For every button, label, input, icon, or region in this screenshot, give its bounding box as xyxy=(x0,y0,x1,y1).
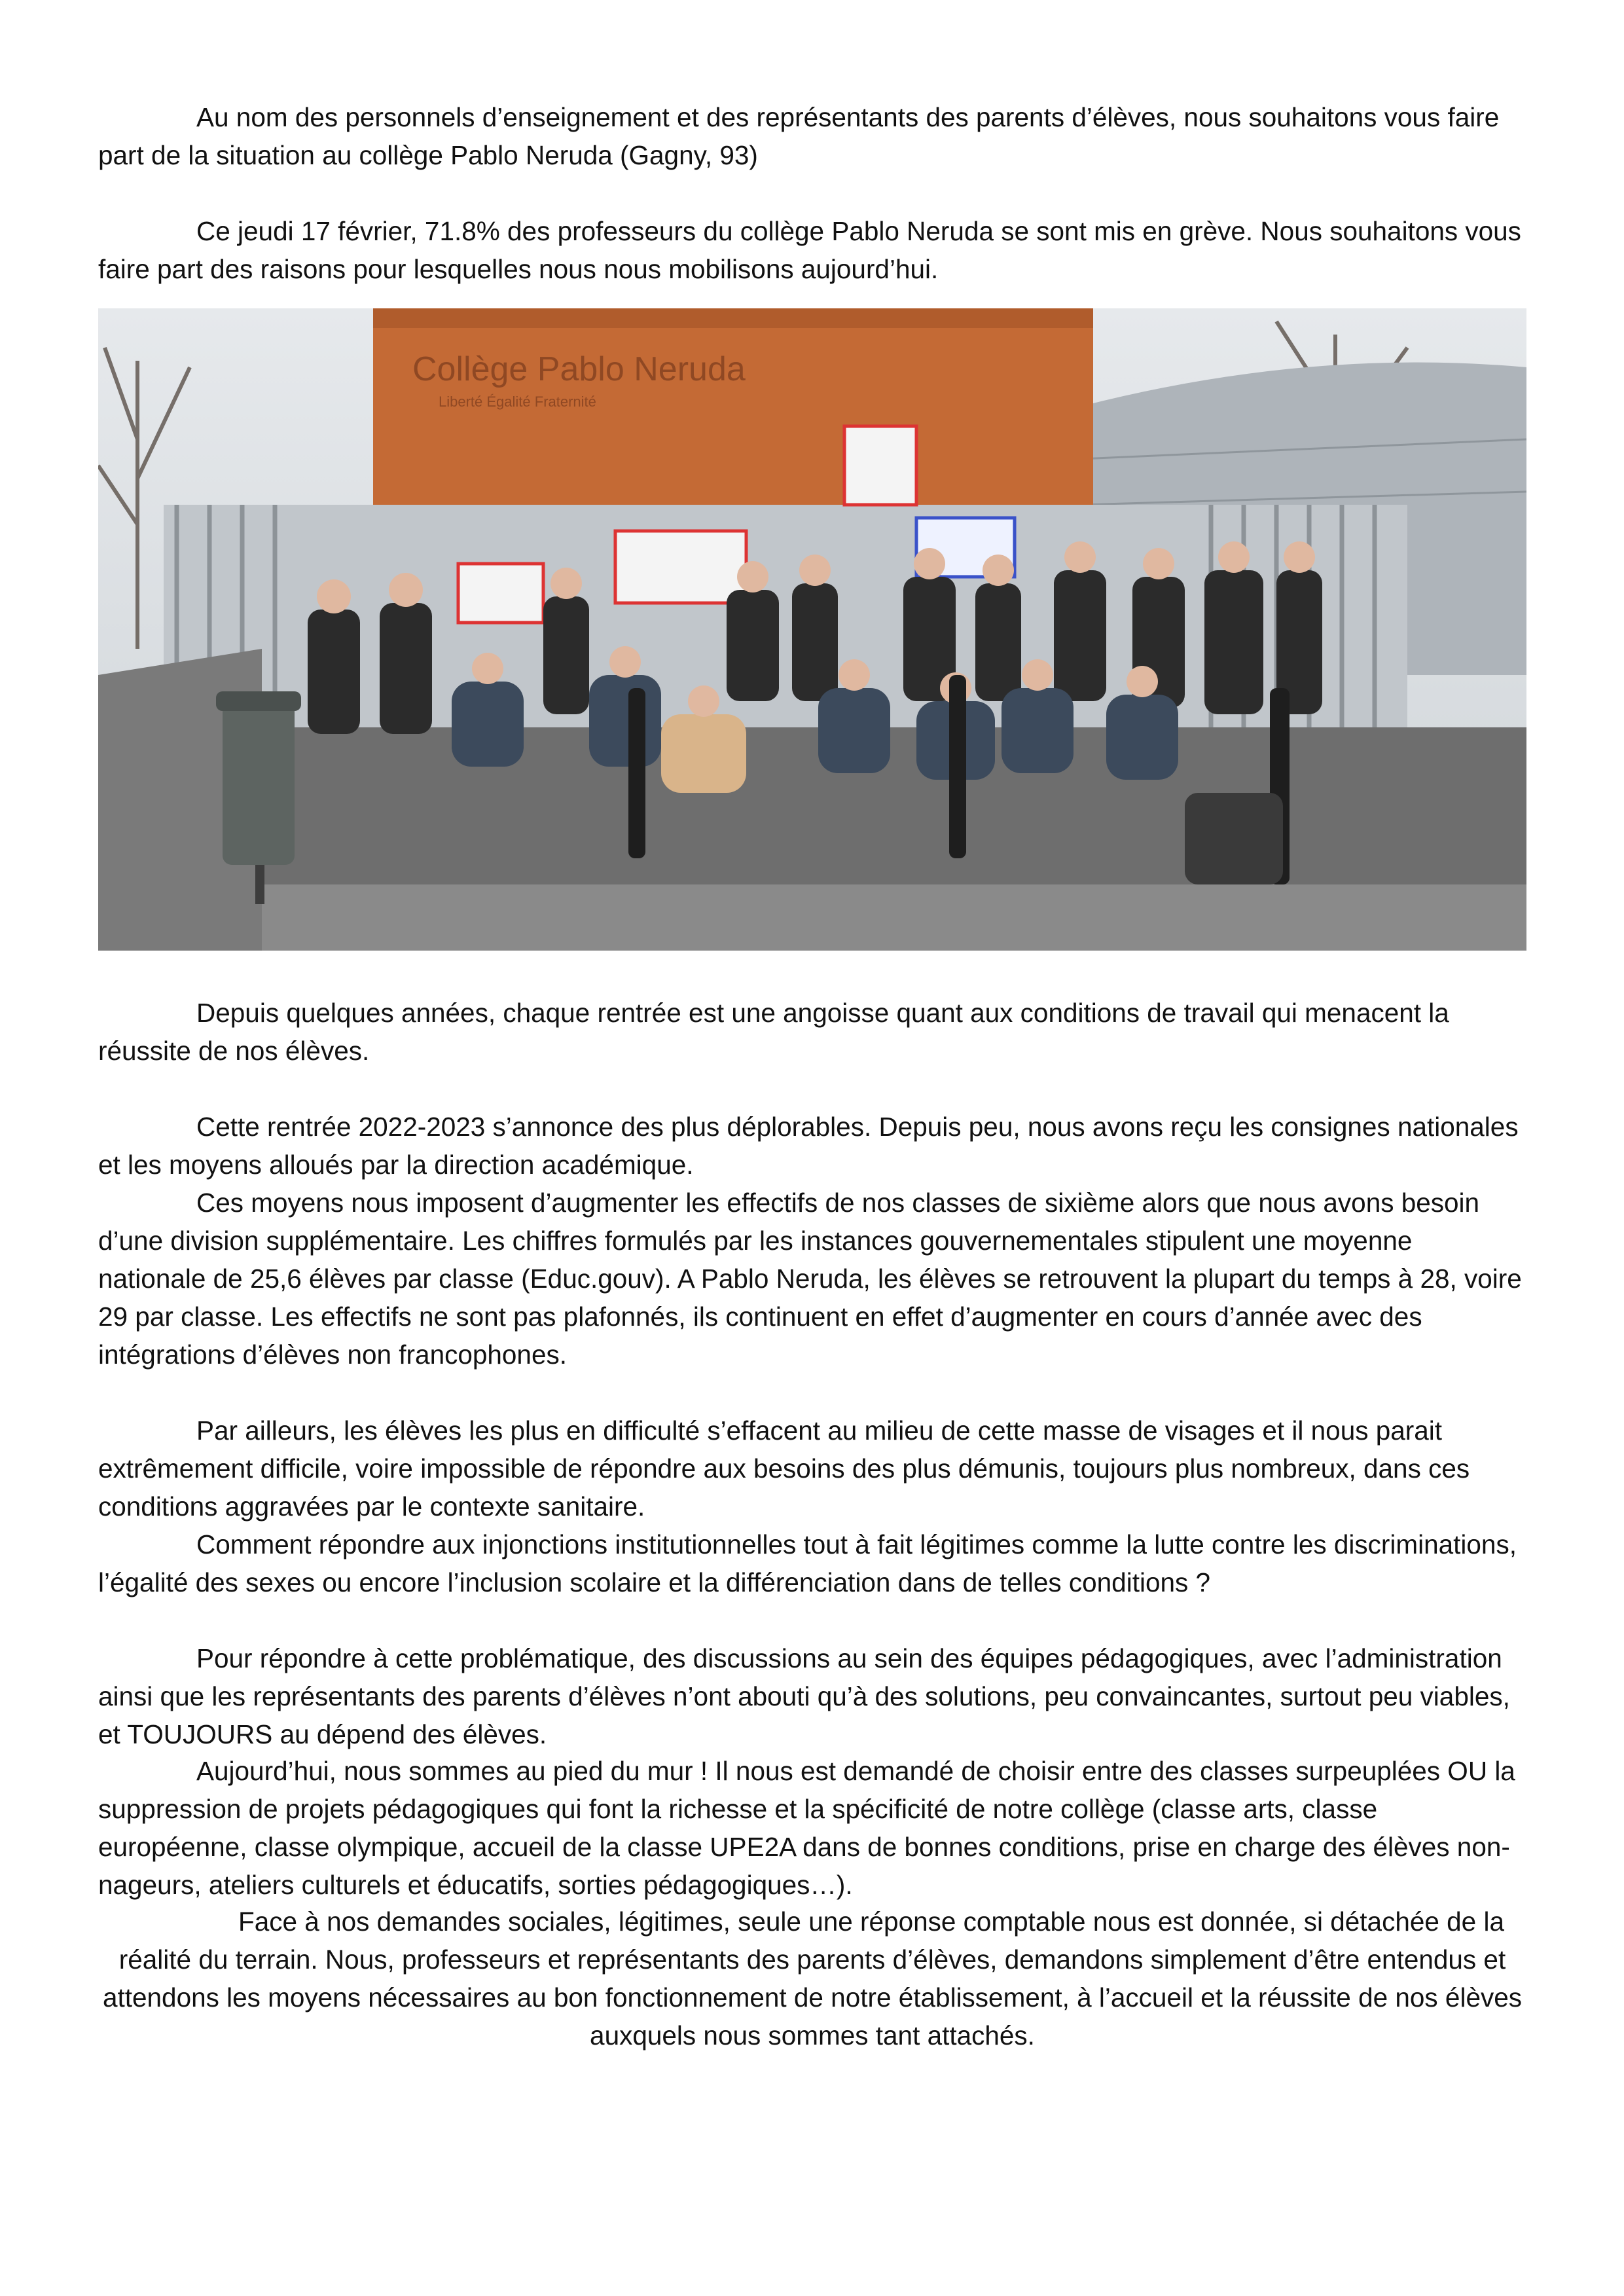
paragraph-discussions: Pour répondre à cette problématique, des discussions au sein des équipes pédagogiques, avec l’administration ainsi que les représentants des parents d’élèves n’ont abouti qu’à des solutions, peu convaincantes, surtout peu viables, et TOUJOURS au dépend des élèves. xyxy=(98,1643,1510,1749)
protest-group-photo xyxy=(98,308,1526,951)
college-building xyxy=(373,308,1093,524)
paragraph-conclusion: Face à nos demandes sociales, légitimes, seule une réponse comptable nous est donnée, si détachée de la réalité du terrain. Nous, professeurs et représentants des parents d’élèves, demandons simplement d’être entendus et attendons les moyens nécessaires au bon fonctionnement de notre établissement, à l’accueil et la réussite de nos élèves auxquels nous sommes tant attachés. xyxy=(102,1906,1523,2050)
paragraph-moyens: Ces moyens nous imposent d’augmenter les effectifs de nos classes de sixième alors que nous avons besoin d’une division supplémentaire. Les chiffres formulés par les instances gouvernementales stipulent une moyenne nationale de 25,6 élèves par classe (Educ.gouv). A Pablo Neruda, les élèves se retrouvent la plupart du temps à 28, voire 29 par classe. Les effectifs ne sont pas plafonnés, ils continuent en effet d’augmenter en cours d’année avec des intégrations d’élèves non francophones. xyxy=(98,1188,1522,1370)
paragraph-anxiety: Depuis quelques années, chaque rentrée est une angoisse quant aux conditions de travail qui menacent la réussite de nos élèves. xyxy=(98,998,1449,1066)
paragraph-intro: Au nom des personnels d’enseignement et des représentants des parents d’élèves, nous souhaitons vous faire part de la situation au collège Pablo Neruda (Gagny, 93) xyxy=(98,102,1500,170)
paragraph-rentree: Cette rentrée 2022-2023 s’annonce des plus déplorables. Depuis peu, nous avons reçu les consignes nationales et les moyens alloués par la direction académique. xyxy=(98,1112,1519,1180)
paragraph-pied-du-mur: Aujourd’hui, nous sommes au pied du mur ! Il nous est demandé de choisir entre des classes surpeuplées OU la suppression de projets pédagogiques qui font la richesse et la spécificité de notre collège (classe arts, classe européenne, classe olympique, accueil de la classe UPE2A dans de bonnes conditions, prise en charge des élèves non-nageurs, ateliers culturels et éducatifs, sorties pédagogiques…). xyxy=(98,1756,1515,1900)
building-sign: Collège Pablo Neruda xyxy=(412,350,746,388)
building-motto: Liberté Égalité Fraternité xyxy=(439,393,596,410)
paragraph-injonctions: Comment répondre aux injonctions institutionnelles tout à fait légitimes comme la lutte contre les discriminations, l’égalité des sexes ou encore l’inclusion scolaire et la différenciation dans de telles conditions ? xyxy=(98,1529,1517,1597)
paragraph-difficulte: Par ailleurs, les élèves les plus en difficulté s’effacent au milieu de cette masse de visages et il nous parait extrêmement difficile, voire impossible de répondre aux besoins des plus démunis, toujours plus nombreux, dans ces conditions aggravées par le contexte sanitaire. xyxy=(98,1415,1470,1522)
paragraph-strike: Ce jeudi 17 février, 71.8% des professeurs du collège Pablo Neruda se sont mis en grève. Nous souhaitons vous faire part des raisons pour lesquelles nous nous mobilisons aujourd’hui. xyxy=(98,216,1521,284)
